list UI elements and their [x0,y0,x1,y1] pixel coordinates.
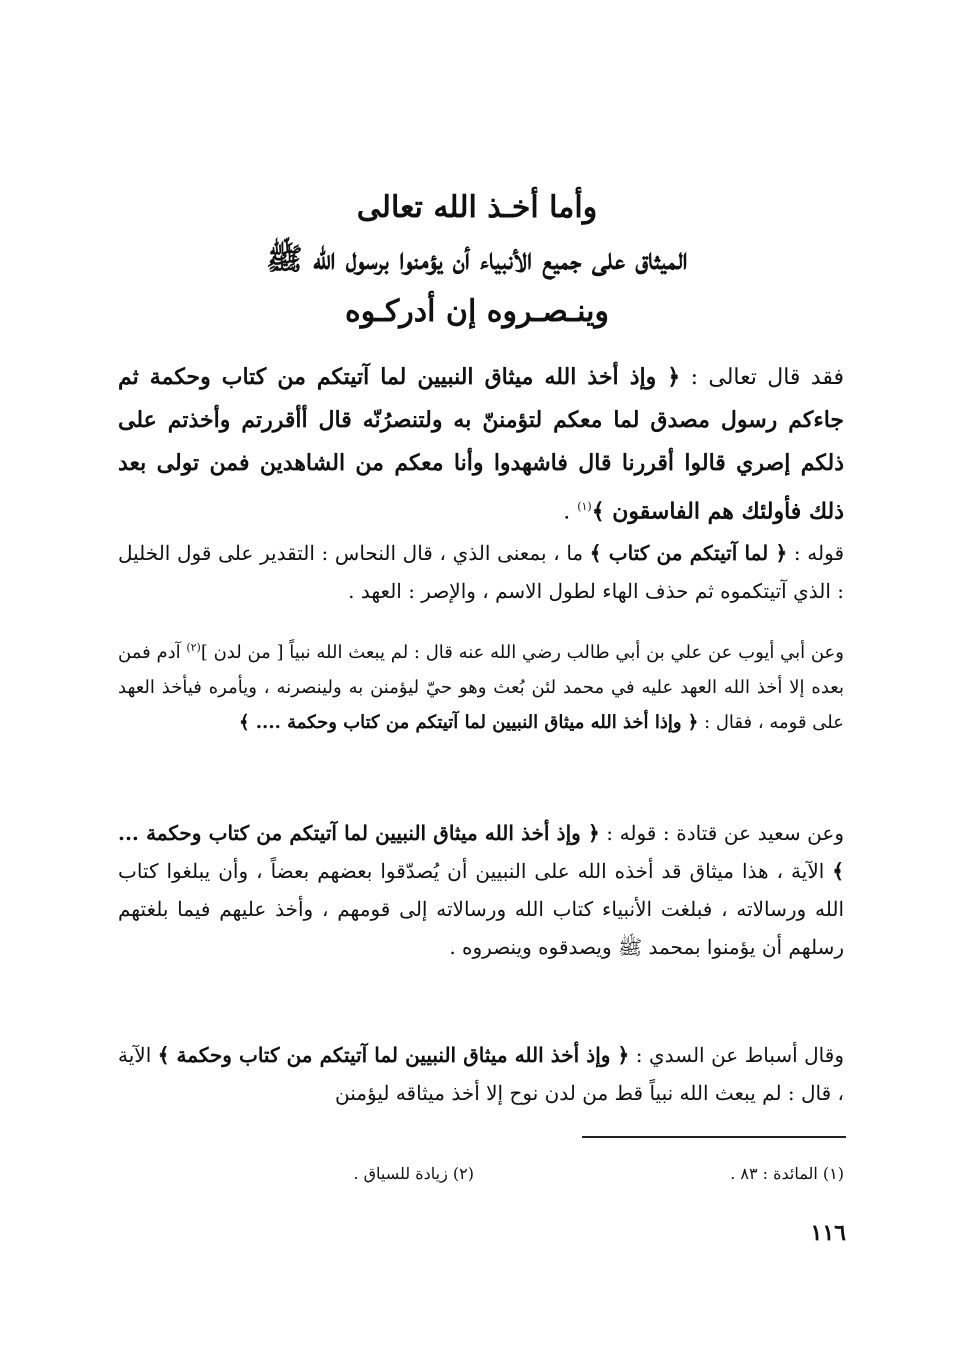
body-text: الآية ، هذا ميثاق قد أخذه الله على النبيين أن يُصدّقوا بعضهم بعضاً ، وأن يبلغوا كتاب الله ورسالاته ، فبلغت الأنبياء كتاب الله ورسالاته إلى قومهم ، وأخذ عليهم فيما بلغتهم رسلهم أن يؤمنوا بمحمد ﷺ ويصدقوه وينصروه . [118,859,844,959]
body-text: فقد قال تعالى : [680,365,844,390]
body-text: قوله : [787,541,845,565]
paragraph-explanation [118,534,844,610]
heading-line-3: وينـصـروه إن أدركـوه [345,294,609,329]
page-number: ١١٦ [810,1220,846,1246]
paragraph-qatada-narration [118,814,844,966]
footnote-ref: (١) [577,500,592,513]
paragraph-quran-verse [118,356,844,533]
footnote-divider [582,1136,846,1138]
paragraph-ali-narration [118,630,844,740]
body-text: آدم فمن بعده إلا أخذ الله العهد عليه في محمد لئن بُعث وهو حيّ ليؤمنن به ولينصرنه ، ويأمره فيأخذ العهد على قومه ، فقال : [118,642,844,733]
body-text: الآية ، قال : لم يبعث الله نبياً قط من لدن نوح إلا أخذ ميثاقه ليؤمنن [118,1043,844,1105]
footnote-2: (٢) زيادة للسياق . [353,1164,474,1183]
verse-text: ﴿ لما آتيتكم من كتاب ﴾ [589,541,788,565]
heading-line-1: وأما أخـذ الله تعالى [356,190,598,225]
chapter-heading [150,182,804,338]
heading-line-2: الميثاق على جميع الأنبياء أن يؤمنوا برسول الله ﷺ [266,242,688,277]
footnote-1: (١) المائدة : ٨٣ . [730,1164,844,1183]
body-text: وعن أبي أيوب عن علي بن أبي طالب رضي الله عنه قال : لم يبعث الله نبياً [ من لدن ] [200,642,844,663]
verse-text: ﴿ وإذ أخذ الله ميثاق النبيين لما آتيتكم من كتاب وحكمة ... ﴾ [118,821,845,883]
body-text: ما ، بمعنى الذي ، قال النحاس : التقدير على قول الخليل : الذي آتيتكموه ثم حذف الهاء لطول الاسم ، والإصر : العهد . [118,541,844,603]
paragraph-suddi-narration [118,1036,844,1112]
body-text: . [563,499,578,525]
body-text: وعن سعيد عن قتادة : قوله : [599,821,844,845]
footnote-ref: (٢) [186,641,201,654]
verse-text: ﴿ وإذ أخذ الله ميثاق النبيين لما آتيتكم من كتاب وحكمة ﴾ [157,1043,630,1067]
body-text: وقال أسباط عن السدي : [629,1043,844,1067]
verse-text: ﴿ وإذ أخذ الله ميثاق النبيين لما آتيتكم من كتاب وحكمة ثم جاءكم رسول مصدق لما معكم لتؤمننّ به ولتنصرُنّه قال أأقررتم وأخذتم على ذلكم إصري قالوا أقررنا قال فاشهدوا وأنا معكم من الشاهدين فمن تولى بعد ذلك فأولئك هم الفاسقون ﴾ [118,364,844,525]
verse-text: ﴿ وإذا أخذ الله ميثاق النبيين لما آتيتكم من كتاب وحكمة .... ﴾ [238,712,699,733]
